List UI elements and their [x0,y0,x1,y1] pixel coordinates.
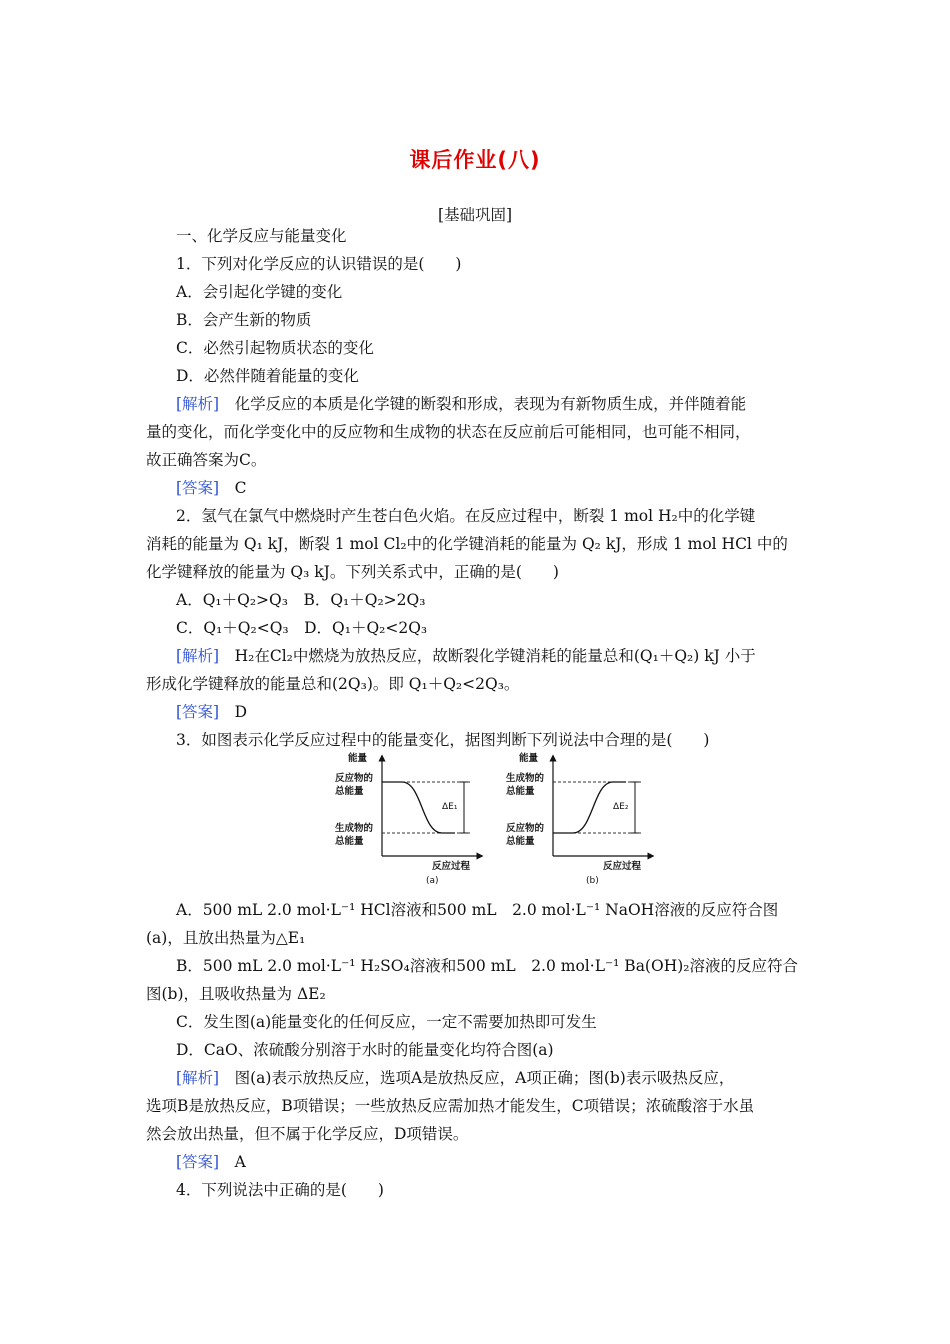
diagram-b-x-label: 反应过程 [603,861,642,872]
analysis-tag: [解析] [176,647,220,665]
analysis-tag: [解析] [176,1069,220,1087]
q2-analysis-line: 形成化学键释放的能量总和(2Q₃)。即 Q₁＋Q₂<2Q₃。 [146,675,520,693]
q3-option-b-cont: 图(b)，且吸收热量为 ΔE₂ [146,985,326,1003]
analysis-tag: [解析] [176,395,220,413]
q1-option-a: A．会引起化学键的变化 [176,283,343,301]
q3-option-c: C．发生图(a)能量变化的任何反应，一定不需要加热即可发生 [176,1013,597,1031]
q1-stem: 1．下列对化学反应的认识错误的是( ) [176,255,462,273]
q3-analysis-line: 然会放出热量，但不属于化学反应，D项错误。 [146,1125,469,1143]
diagram-b-bottom-label: 反应物的 [506,823,545,834]
q4-stem: 4．下列说法中正确的是( ) [176,1181,384,1199]
answer-tag: [答案] [176,1153,220,1171]
q2-stem: 消耗的能量为 Q₁ kJ，断裂 1 mol Cl₂中的化学键消耗的能量为 Q₂ kJ，形成 1 mol HCl 中的 [146,535,788,553]
q3-option-b: B．500 mL 2.0 mol·L⁻¹ H₂SO₄溶液和500 mL 2.0 mol·L⁻¹ Ba(OH)₂溶液的反应符合 [176,957,798,975]
diagram-a [335,752,480,886]
diagram-b-top-label: 生成物的 [506,773,545,784]
page-title: 课后作业(八) [409,148,541,172]
q3-option-a-cont: (a)，且放出热量为△E₁ [146,929,306,947]
q2-options-ab: A．Q₁＋Q₂>Q₃ B．Q₁＋Q₂>2Q₃ [176,591,426,609]
diagram-a-top-label: 总能量 [335,786,364,797]
section-heading: [基础巩固] [437,206,513,224]
q1-option-c: C．必然引起物质状态的变化 [176,339,374,357]
diagram-b-bottom-label: 总能量 [506,836,535,847]
q2-stem: 2．氢气在氯气中燃烧时产生苍白色火焰。在反应过程中，断裂 1 mol H₂中的化学键 [176,507,756,525]
q3-option-a: A．500 mL 2.0 mol·L⁻¹ HCl溶液和500 mL 2.0 mol·L⁻¹ NaOH溶液的反应符合图 [176,901,779,919]
q3-answer: [答案] A [176,1153,246,1171]
q1-option-b: B．会产生新的物质 [176,311,312,329]
diagram-a-caption: (a) [426,876,439,886]
diagram-a-top-label: 反应物的 [335,773,374,784]
q3-analysis-line: [解析] 图(a)表示放热反应，选项A是放热反应，A项正确；图(b)表示吸热反应， [176,1069,735,1087]
q2-stem: 化学键释放的能量为 Q₃ kJ。下列关系式中，正确的是( ) [146,563,559,581]
diagram-a-delta: ΔE₁ [442,802,458,812]
q3-stem: 3．如图表示化学反应过程中的能量变化，据图判断下列说法中合理的是( ) [176,731,710,749]
q1-analysis-line: [解析] 化学反应的本质是化学键的断裂和形成，表现为有新物质生成，并伴随着能 [176,395,747,413]
q1-analysis-line: 量的变化，而化学变化中的反应物和生成物的状态在反应前后可能相同，也可能不相同， [146,423,751,441]
diagram-b-top-label: 总能量 [506,786,535,797]
q2-analysis-line: [解析] H₂在Cl₂中燃烧为放热反应，故断裂化学键消耗的能量总和(Q₁＋Q₂) kJ 小于 [176,647,756,665]
q2-options-cd: C．Q₁＋Q₂<Q₃ D．Q₁＋Q₂<2Q₃ [176,619,428,637]
diagram-b [506,752,651,886]
diagram-b-delta: ΔE₂ [613,802,629,812]
q3-option-d: D．CaO、浓硫酸分别溶于水时的能量变化均符合图(a) [176,1041,554,1059]
diagram-a-bottom-label: 生成物的 [335,823,374,834]
q1-answer: [答案] C [176,479,247,497]
q2-answer: [答案] D [176,703,248,721]
q1-analysis-line: 故正确答案为C。 [146,451,267,469]
diagram-a-y-label: 能量 [348,753,368,764]
q3-analysis-line: 选项B是放热反应，B项错误；一些放热反应需加热才能发生，C项错误；浓硫酸溶于水虽 [146,1097,755,1115]
diagram-b-y-label: 能量 [519,753,539,764]
answer-tag: [答案] [176,703,220,721]
part-heading: 一、化学反应与能量变化 [176,227,347,245]
diagram-b-caption: (b) [586,876,599,886]
answer-tag: [答案] [176,479,220,497]
q1-option-d: D．必然伴随着能量的变化 [176,367,359,385]
energy-diagram-figure [330,752,660,894]
diagram-a-bottom-label: 总能量 [335,836,364,847]
diagram-a-x-label: 反应过程 [432,861,471,872]
